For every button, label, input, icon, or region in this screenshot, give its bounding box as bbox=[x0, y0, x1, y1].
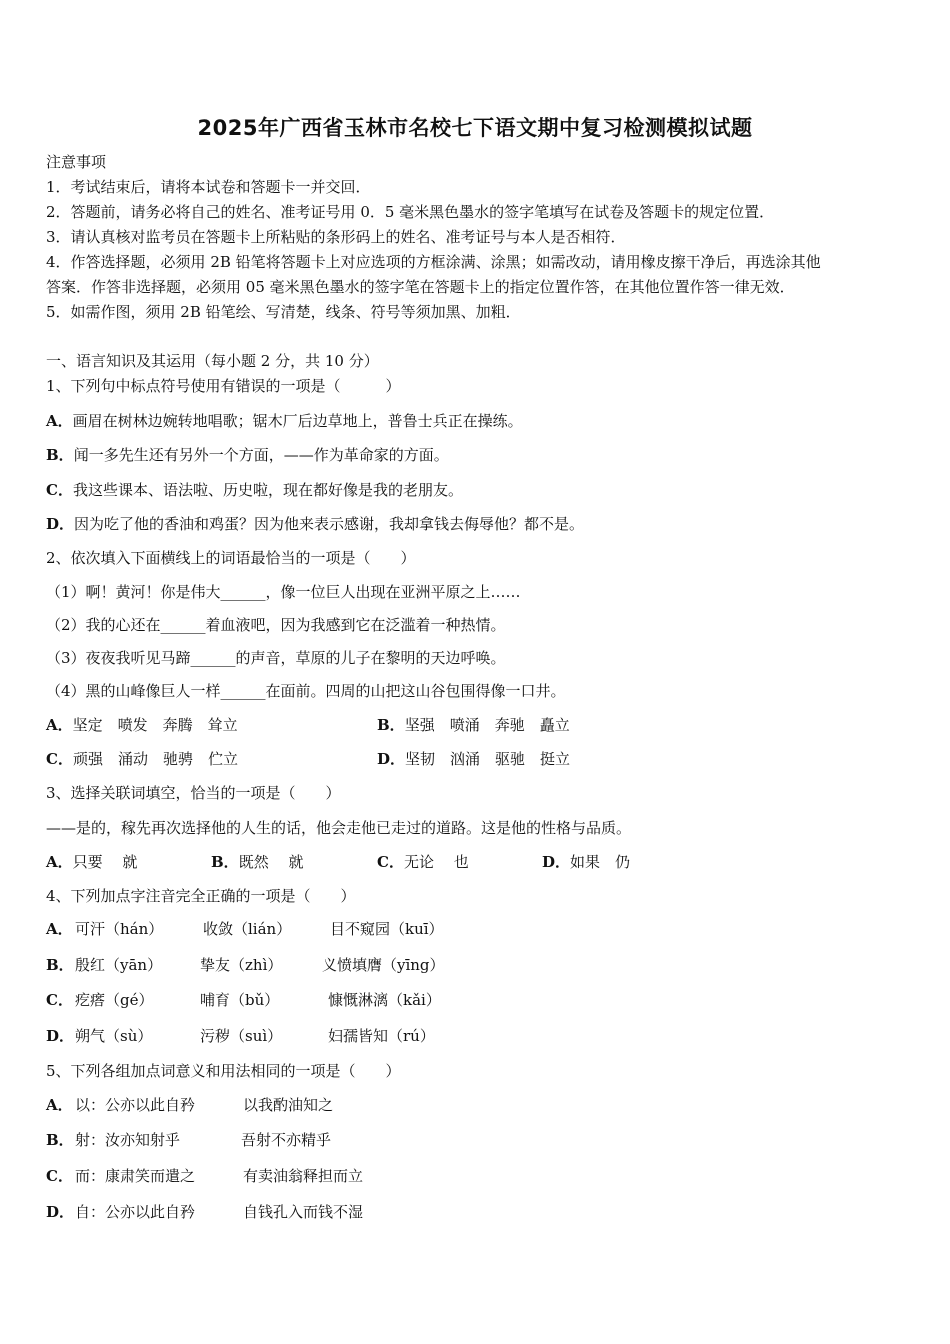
q5-option-d-label: D． bbox=[46, 1203, 75, 1221]
q1-option-c bbox=[46, 480, 463, 500]
q2-sentence-4: （4）黑的山峰像巨人一样______在面前。四周的山把这山谷包围得像一口井。 bbox=[46, 682, 566, 700]
q2-option-b bbox=[377, 715, 570, 735]
notice-item: 1．考试结束后，请将本试卷和答题卡一并交回． bbox=[46, 178, 371, 196]
option-text: 顽强 涌动 驰骋 伫立 bbox=[72, 750, 238, 768]
q4-option-b-word-3: 义愤填膺（yīng） bbox=[322, 956, 445, 974]
option-text: 如果 仍 bbox=[570, 853, 631, 871]
q5-option-a-phrase-2: 以我酌油知之 bbox=[243, 1096, 334, 1114]
q1-option-d bbox=[46, 514, 584, 534]
q5-option-c-phrase-2: 有卖油翁释担而立 bbox=[243, 1167, 364, 1185]
q5-option-a-label: A． bbox=[46, 1096, 73, 1114]
q2-option-a bbox=[46, 715, 238, 735]
notice-item: 答案．作答非选择题，必须用 05 毫米黑色墨水的签字笔在答题卡上的指定位置作答，在其他位置作答一律无效． bbox=[46, 278, 795, 296]
option-label: A． bbox=[46, 716, 73, 734]
question-3-stem: 3、选择关联词填空，恰当的一项是（ ） bbox=[46, 784, 341, 802]
option-label: D． bbox=[46, 515, 75, 533]
option-text: 无论 也 bbox=[403, 853, 469, 871]
option-text: 只要 就 bbox=[72, 853, 138, 871]
option-text: 坚韧 汹涌 驱驰 挺立 bbox=[405, 750, 571, 768]
option-text: 因为吃了他的香油和鸡蛋？因为他来表示感谢，我却拿钱去侮辱他？都不是。 bbox=[74, 515, 585, 533]
q3-option-a bbox=[46, 852, 137, 872]
question-2-stem: 2、依次填入下面横线上的词语最恰当的一项是（ ） bbox=[46, 549, 416, 567]
q5-option-a-phrase-1: 以：公亦以此自矜 bbox=[75, 1096, 196, 1114]
option-label: A． bbox=[46, 853, 73, 871]
q5-option-b-label: B． bbox=[46, 1131, 74, 1149]
option-text: 闻一多先生还有另外一个方面，——作为革命家的方面。 bbox=[73, 446, 449, 464]
q5-option-d-phrase-1: 自：公亦以此自矜 bbox=[75, 1203, 196, 1221]
page-title: 2025年广西省玉林市名校七下语文期中复习检测模拟试题 bbox=[197, 116, 753, 140]
q3-option-c bbox=[377, 852, 469, 872]
q4-option-d-word-3: 妇孺皆知（rú） bbox=[328, 1027, 435, 1045]
q5-option-b-phrase-2: 吾射不亦精乎 bbox=[241, 1131, 332, 1149]
q4-option-c-word-3: 慷慨淋漓（kǎi） bbox=[328, 991, 441, 1009]
option-label: C． bbox=[46, 481, 73, 499]
q3-passage: ——是的，稼先再次选择他的人生的话，他会走他已走过的道路。这是他的性格与品质。 bbox=[46, 819, 632, 837]
q5-option-c-phrase-1: 而：康肃笑而遣之 bbox=[75, 1167, 196, 1185]
q4-option-d-word-2: 污秽（suì） bbox=[200, 1027, 283, 1045]
option-text: 我这些课本、语法啦、历史啦，现在都好像是我的老朋友。 bbox=[72, 481, 463, 499]
notice-item: 2．答题前，请务必将自己的姓名、准考证号用 0．5 毫米黑色墨水的签字笔填写在试卷及答题卡的规定位置． bbox=[46, 203, 775, 221]
q4-option-a-label: A． bbox=[46, 920, 73, 938]
q3-option-d bbox=[542, 852, 630, 872]
option-label: B． bbox=[377, 716, 405, 734]
q4-option-c-label: C． bbox=[46, 991, 73, 1009]
q4-option-c-word-1: 疙瘩（gé） bbox=[75, 991, 154, 1009]
q4-option-a-word-3: 目不窥园（kuī） bbox=[330, 920, 444, 938]
q4-option-d-word-1: 朔气（sù） bbox=[75, 1027, 153, 1045]
option-label: B． bbox=[211, 853, 239, 871]
q1-option-a bbox=[46, 411, 523, 431]
notice-item: 5．如需作图，须用 2B 铅笔绘、写清楚，线条、符号等须加黑、加粗． bbox=[46, 303, 521, 321]
notice-item: 4．作答选择题，必须用 2B 铅笔将答题卡上对应选项的方框涂满、涂黑；如需改动，请用橡皮擦干净后，再选涂其他 bbox=[46, 253, 821, 271]
option-text: 坚强 喷涌 奔驰 矗立 bbox=[404, 716, 570, 734]
q5-option-b-phrase-1: 射：汝亦知射乎 bbox=[75, 1131, 181, 1149]
q2-sentence-3: （3）夜夜我听见马蹄______的声音，草原的儿子在黎明的天边呼唤。 bbox=[46, 649, 506, 667]
q3-option-b bbox=[211, 852, 303, 872]
q2-sentence-1: （1）啊！黄河！你是伟大______，像一位巨人出现在亚洲平原之上…… bbox=[46, 583, 521, 601]
option-label: B． bbox=[46, 446, 74, 464]
q2-option-c bbox=[46, 749, 238, 769]
q4-option-b-label: B． bbox=[46, 956, 74, 974]
q4-option-b-word-2: 挚友（zhì） bbox=[200, 956, 283, 974]
section-heading: 一、语言知识及其运用（每小题 2 分，共 10 分） bbox=[46, 352, 379, 370]
q4-option-d-label: D． bbox=[46, 1027, 75, 1045]
question-5-stem: 5、下列各组加点词意义和用法相同的一项是（ ） bbox=[46, 1062, 401, 1080]
q4-option-c-word-2: 哺育（bǔ） bbox=[200, 991, 280, 1009]
question-4-stem: 4、下列加点字注音完全正确的一项是（ ） bbox=[46, 887, 356, 905]
option-label: D． bbox=[377, 750, 406, 768]
option-label: D． bbox=[542, 853, 571, 871]
q4-option-b-word-1: 殷红（yān） bbox=[75, 956, 163, 974]
question-1-stem: 1、下列句中标点符号使用有错误的一项是（ ） bbox=[46, 377, 401, 395]
option-label: C． bbox=[46, 750, 73, 768]
q2-sentence-2: （2）我的心还在______着血液吧，因为我感到它在泛滥着一种热情。 bbox=[46, 616, 506, 634]
q5-option-c-label: C． bbox=[46, 1167, 73, 1185]
option-label: A． bbox=[46, 412, 73, 430]
notice-item: 3．请认真核对监考员在答题卡上所粘贴的条形码上的姓名、准考证号与本人是否相符． bbox=[46, 228, 626, 246]
q4-option-a-word-2: 收敛（lián） bbox=[203, 920, 292, 938]
q2-option-d bbox=[377, 749, 570, 769]
option-label: C． bbox=[377, 853, 404, 871]
notice-heading: 注意事项 bbox=[46, 153, 107, 171]
q5-option-d-phrase-2: 自钱孔入而钱不湿 bbox=[243, 1203, 364, 1221]
option-text: 画眉在树林边婉转地唱歌；锯木厂后边草地上，普鲁士兵正在操练。 bbox=[72, 412, 523, 430]
option-text: 既然 就 bbox=[238, 853, 304, 871]
q1-option-b bbox=[46, 445, 449, 465]
option-text: 坚定 喷发 奔腾 耸立 bbox=[72, 716, 238, 734]
q4-option-a-word-1: 可汗（hán） bbox=[75, 920, 164, 938]
